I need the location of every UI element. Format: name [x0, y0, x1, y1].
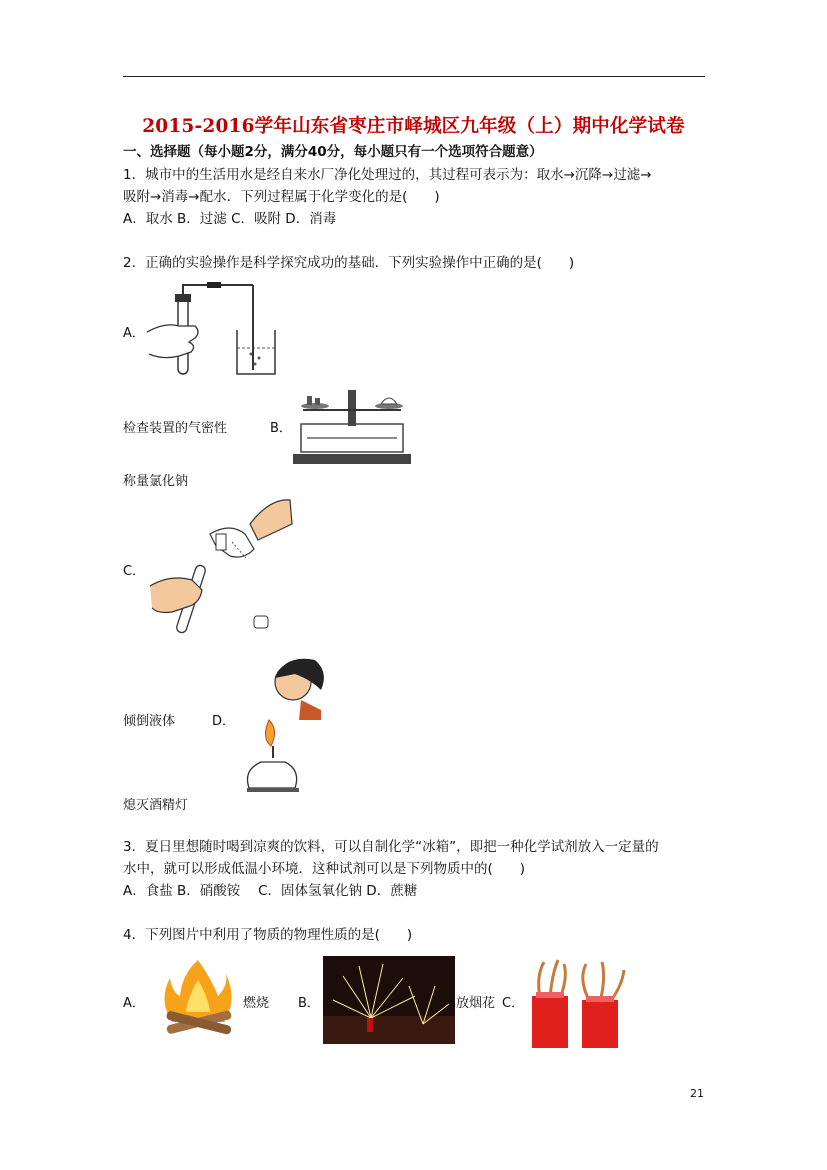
q1-line1: 1．城市中的生活用水是经自来水厂净化处理过的，其过程可表示为：取水→沉降→过滤→ — [123, 167, 652, 183]
q4-stem: 4．下列图片中利用了物质的物理性质的是( ) — [123, 927, 413, 943]
q2-option-a-label: A． — [123, 326, 145, 341]
q4-option-b-label: B． — [298, 996, 320, 1011]
copper-wire-image — [528, 956, 628, 1050]
airtightness-check-image — [145, 282, 285, 378]
q2-option-b-caption: 称量氯化钠 — [123, 474, 189, 489]
q4-option-a-caption: 燃烧 — [243, 996, 270, 1011]
section-heading: 一、选择题（每小题2分，满分40分，每小题只有一个选项符合题意） — [123, 144, 543, 160]
q2-stem: 2．正确的实验操作是科学探究成功的基础．下列实验操作中正确的是( ) — [123, 255, 575, 271]
q2-option-a-caption: 检查装置的气密性 — [123, 421, 228, 436]
q2-option-c-caption: 倾倒液体 — [123, 714, 176, 729]
extinguish-lamp-image — [235, 650, 331, 795]
q2-option-d-label: D． — [212, 714, 236, 729]
q3-line1: 3．夏日里想随时喝到凉爽的饮料，可以自制化学“冰箱”，即把一种化学试剂放入一定量的 — [123, 839, 659, 855]
q1-options: A．取水 B．过滤 C．吸附 D．消毒 — [123, 211, 337, 227]
q4-option-a-label: A． — [123, 996, 145, 1011]
q3-line2: 水中，就可以形成低温小环境．这种试剂可以是下列物质中的( ) — [123, 861, 526, 877]
q3-options: A．食盐 B．硝酸铵 C．固体氢氧化钠 D．蔗糖 — [123, 883, 418, 899]
campfire-image — [158, 956, 238, 1046]
header-rule — [123, 76, 705, 77]
q2-option-b-label: B． — [270, 421, 292, 436]
q4-option-b-caption: 放烟花 — [456, 996, 496, 1011]
page-title: 2015-2016学年山东省枣庄市峄城区九年级（上）期中化学试卷 — [142, 116, 685, 137]
page-number: 21 — [690, 1087, 704, 1100]
balance-scale-image — [293, 384, 411, 466]
q4-option-c-label: C． — [502, 996, 525, 1011]
q2-option-c-label: C． — [123, 564, 146, 579]
fireworks-image — [323, 956, 455, 1044]
q2-option-d-caption: 熄灭酒精灯 — [123, 798, 189, 813]
q1-line2: 吸附→消毒→配水．下列过程属于化学变化的是( ) — [123, 189, 440, 205]
pouring-liquid-image — [150, 494, 325, 639]
